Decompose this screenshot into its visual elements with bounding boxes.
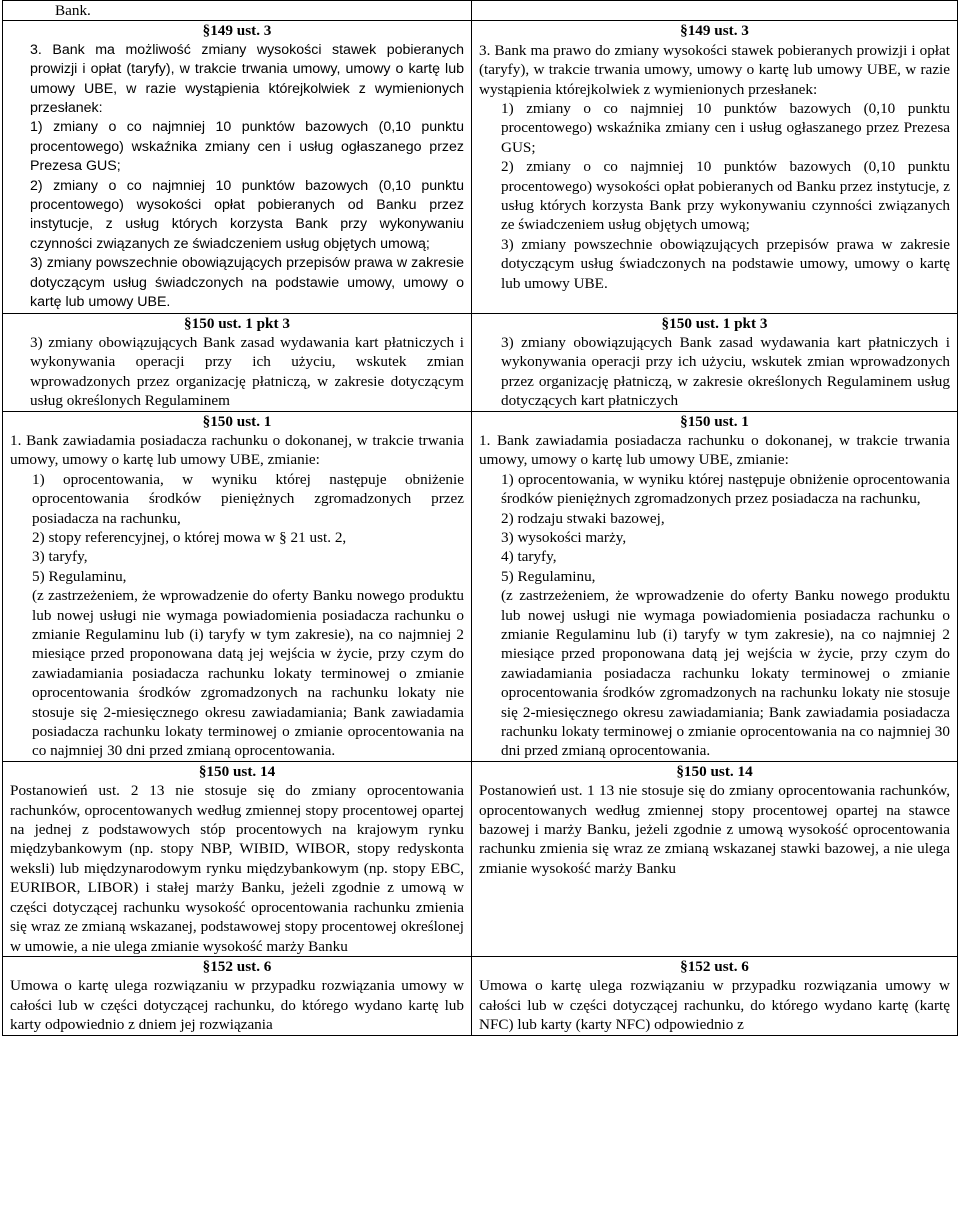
right-s149-cell bbox=[472, 21, 958, 313]
paragraph: Umowa o kartę ulega rozwiązaniu w przypadku rozwiązania umowy w całości lub w części dotyczącej rachunku, do którego wydano kartę (kartę NFC) lub karty (karty NFC) odpowiednio z bbox=[479, 977, 950, 1034]
right-s152-cell bbox=[472, 956, 958, 1035]
left-s152-cell bbox=[3, 956, 472, 1035]
paragraph: Postanowień ust. 2 13 nie stosuje się do zmiany oprocentowania rachunków, oprocentowanych według zmiennej stopy procentowej opartej na jednej z podstawowych stóp procentowych na krajowym rynku międzybankowym (np. stopy NBP, WIBID, WIBOR, stopy redyskonta weksli) lub międzynarodowym rynku międzybankowym (np. stopy EBC, EURIBOR, LIBOR) i stałej marży Banku, jeżeli zgodnie z umową w części dotyczącej rachunku wysokość oprocentowania rachunku zmienia się wraz ze zmianą wskazanej, podstawowej stopy procentowej określonej w umowie, a nie ulega zmianie wysokość marży Banku bbox=[10, 782, 464, 955]
paragraph: 1. Bank zawiadamia posiadacza rachunku o dokonanej, w trakcie trwania umowy, umowy o kartę lub umowy UBE, zmianie: bbox=[10, 431, 464, 469]
left-s150p3-cell bbox=[3, 313, 472, 411]
section-heading: §150 ust. 14 bbox=[198, 762, 276, 780]
section-heading: §152 ust. 6 bbox=[202, 957, 272, 975]
table-row bbox=[3, 411, 958, 761]
list-item: 3) wysokości marży, bbox=[501, 528, 627, 546]
section-heading: §150 ust. 14 bbox=[676, 762, 753, 780]
left-top-fragment-cell bbox=[3, 1, 472, 21]
section-heading: §150 ust. 1 pkt 3 bbox=[661, 314, 768, 332]
list-item: 1) zmiany o co najmniej 10 punktów bazowych (0,10 punktu procentowego) wskaźnika zmiany cen i usług ogłaszanego przez Prezesa GUS; bbox=[501, 100, 950, 156]
list-item: 3) zmiany powszechnie obowiązujących przepisów prawa w zakresie dotyczącym usług świadczonych na podstawie umowy, umowy o kartę lub umowy UBE. bbox=[30, 255, 464, 311]
paragraph: Umowa o kartę ulega rozwiązaniu w przypadku rozwiązania umowy w całości lub w części dotyczącej rachunku, do którego wydano kartę lub karty odpowiednio z dniem jej rozwiązania bbox=[10, 977, 464, 1034]
paragraph: 3) zmiany obowiązujących Bank zasad wydawania kart płatniczych i wykonywania operacji przy ich użyciu, wskutek zmian wprowadzonych przez organizację płatniczą, w zakresie określonych Regulaminem usług dotyczących kart płatniczych bbox=[501, 333, 950, 410]
right-top-fragment-cell bbox=[472, 1, 958, 21]
list-item: 5) Regulaminu, bbox=[501, 567, 596, 585]
list-item: 2) stopy referencyjnej, o której mowa w § 21 ust. 2, bbox=[32, 528, 347, 546]
left-s150u1-cell bbox=[3, 411, 472, 761]
left-s149-text bbox=[10, 41, 464, 313]
paragraph: (z zastrzeżeniem, że wprowadzenie do oferty Banku nowego produktu lub nowej usługi nie wymaga powiadomienia posiadacza rachunku o zmianie Regulaminu lub (i) taryfy w tym zakresie), na co najmniej 2 miesiące przed proponowana datą jej wejścia w życie, przy czym do zawiadamiania posiadacza rachunku lokaty terminowej o zmianie oprocentowania środków zgromadzonych na rachunku lokaty nie stosuje się 2-miesięcznego okresu zawiadamiania; Bank zawiadamia posiadacza rachunku lokaty terminowej o zmianie oprocentowania na co najmniej 30 dni przed zmianą oprocentowania. bbox=[32, 587, 464, 760]
section-heading: §150 ust. 1 pkt 3 bbox=[184, 314, 290, 332]
right-s150u1-cell bbox=[472, 411, 958, 761]
paragraph: 3. Bank ma możliwość zmiany wysokości stawek pobieranych prowizji i opłat (taryfy), w trakcie trwania umowy, umowy o kartę lub umowy UBE, w razie wystąpienia którejkolwiek z wymienionych przesłanek: bbox=[30, 41, 464, 117]
table-row bbox=[3, 313, 958, 411]
left-top-fragment: Bank. bbox=[55, 2, 91, 19]
list-item: 1) oprocentowania, w wyniku której następuje obniżenie oprocentowania środków pieniężnych zgromadzonych przez posiadacza na rachunku, bbox=[501, 470, 950, 508]
table-row bbox=[3, 21, 958, 313]
section-heading: §150 ust. 1 bbox=[680, 412, 749, 430]
paragraph: (z zastrzeżeniem, że wprowadzenie do oferty Banku nowego produktu lub nowej usługi nie wymaga powiadomienia posiadacza rachunku o zmianie Regulaminu lub (i) taryfy w tym zakresie), na co najmniej 2 miesiące przed proponowana datą jej wejścia w życie, przy czym do zawiadamiania posiadacza rachunku lokaty terminowej o zmianie oprocentowania środków zgromadzonych na rachunku lokaty nie stosuje się 2-miesięcznego okresu zawiadamiania; Bank zawiadamia posiadacza rachunku lokaty terminowej o zmianie oprocentowania na co najmniej 30 dni przed zmianą oprocentowania. bbox=[501, 587, 950, 760]
paragraph: 3) zmiany obowiązujących Bank zasad wydawania kart płatniczych i wykonywania operacji przy ich użyciu, wskutek zmian wprowadzonych przez organizację płatniczą, w zakresie dotyczącym usług określonych Regulaminem bbox=[30, 333, 464, 410]
list-item: 3) zmiany powszechnie obowiązujących przepisów prawa w zakresie dotyczącym usług świadczonych na podstawie umowy, umowy o kartę lub umowy UBE. bbox=[501, 235, 950, 292]
section-heading: §149 ust. 3 bbox=[202, 22, 272, 40]
right-s150p3-cell bbox=[472, 313, 958, 411]
section-heading: §150 ust. 1 bbox=[202, 412, 272, 430]
left-s150u14-cell bbox=[3, 761, 472, 956]
paragraph: 1. Bank zawiadamia posiadacza rachunku o dokonanej, w trakcie trwania umowy, umowy o kartę lub umowy UBE, zmianie: bbox=[479, 431, 950, 469]
list-item: 2) rodzaju stwaki bazowej, bbox=[501, 509, 665, 527]
table-row bbox=[3, 956, 958, 1035]
section-heading: §152 ust. 6 bbox=[680, 957, 749, 975]
list-item: 5) Regulaminu, bbox=[32, 567, 127, 585]
section-heading: §149 ust. 3 bbox=[680, 22, 749, 40]
table-row bbox=[3, 1, 958, 21]
list-item: 2) zmiany o co najmniej 10 punktów bazowych (0,10 punktu procentowego) wysokości opłat pobieranych od Banku przez instytucje, z usług których korzysta Bank przy wykonywaniu czynności związanych ze świadczeniem usług objętych umową; bbox=[30, 177, 464, 252]
table-row bbox=[3, 761, 958, 956]
comparison-document bbox=[2, 0, 957, 1218]
right-s150u14-cell bbox=[472, 761, 958, 956]
left-s149-cell bbox=[3, 21, 472, 313]
paragraph: 3. Bank ma prawo do zmiany wysokości stawek pobieranych prowizji i opłat (taryfy), w trakcie trwania umowy, umowy o kartę lub umowy UBE, w razie wystąpienia którejkolwiek z wymienionych przesłanek: bbox=[479, 41, 950, 98]
paragraph: Postanowień ust. 1 13 nie stosuje się do zmiany oprocentowania rachunków, oprocentowanych według zmiennej stopy procentowej opartej na stawce bazowej i marży Banku, jeżeli zgodnie z umową wysokość oprocentowania rachunku zmienia się wraz ze zmianą wskazanej stawki bazowej, a nie ulega zmianie wysokość marży Banku bbox=[479, 782, 950, 877]
list-item: 3) taryfy, bbox=[32, 548, 88, 566]
list-item: 1) zmiany o co najmniej 10 punktów bazowych (0,10 punktu procentowego) wskaźnika zmiany cen i usług ogłaszanego przez Prezesa GUS; bbox=[30, 119, 464, 175]
comparison-table bbox=[2, 0, 958, 1036]
list-item: 4) taryfy, bbox=[501, 548, 557, 566]
list-item: 1) oprocentowania, w wyniku której następuje obniżenie oprocentowania środków pieniężnych zgromadzonych przez posiadacza na rachunku, bbox=[32, 470, 464, 527]
list-item: 2) zmiany o co najmniej 10 punktów bazowych (0,10 punktu procentowego) wysokości opłat pobieranych od Banku przez instytucje, z usług których korzysta Bank przy wykonywaniu czynności związanych ze świadczeniem usług objętych umową; bbox=[501, 158, 950, 234]
